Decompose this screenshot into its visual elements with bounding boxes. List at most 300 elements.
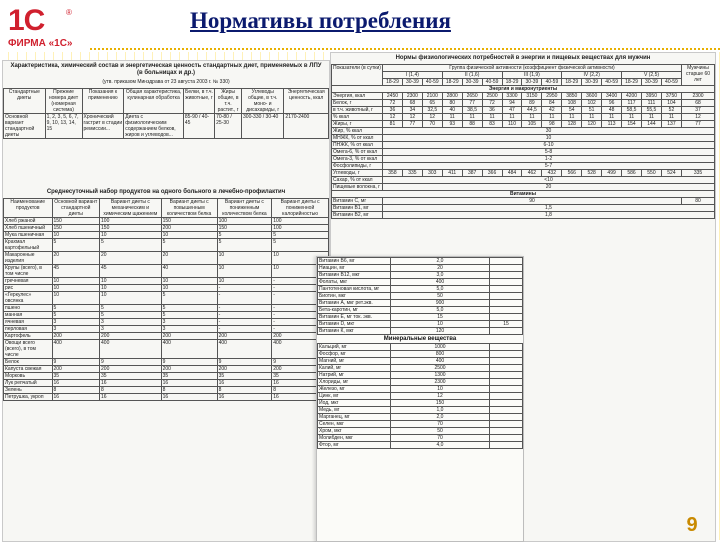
table-row [318, 435, 523, 442]
table-row [4, 366, 329, 373]
row-label: Омега-6, % от ккал [332, 149, 383, 156]
table-row [4, 340, 329, 359]
diet-col-header: Углеводы общие, в т.ч. моно- и дисахариды, г [242, 89, 284, 114]
row-label: МНЖК, % от ккал [332, 135, 383, 142]
table-cell: 400 [52, 340, 100, 359]
table-cell: 20 [391, 265, 490, 272]
table-cell: 20 [383, 184, 715, 191]
row-label: Фтор, мг [318, 442, 391, 449]
row-label: Медь, мг [318, 407, 391, 414]
table-cell: Хронический гастрит в стадии ремиссии... [82, 114, 124, 139]
table-row [4, 373, 329, 380]
table-cell [490, 379, 523, 386]
table-cell: 10 [391, 386, 490, 393]
table-cell: Хлеб ржаной [4, 218, 53, 225]
row-label: Витамин С, мг [332, 198, 383, 205]
table-row [318, 293, 523, 300]
table-row [332, 121, 715, 128]
table-cell: 11 [641, 114, 661, 121]
table-cell: 200 [100, 333, 162, 340]
table-cell: 72 [482, 100, 502, 107]
activity-group-header: V (2,5) [622, 72, 682, 79]
table-row [4, 312, 329, 319]
table-cell: 45 [100, 265, 162, 278]
table-row [332, 163, 715, 170]
row-label: Фосфор, мг [318, 351, 391, 358]
section-row [332, 86, 715, 93]
age-group-header: 30-39 [462, 79, 482, 86]
activity-group-header: IV (2,2) [562, 72, 622, 79]
table-row [318, 328, 523, 335]
table-cell: 36 [383, 107, 403, 114]
table-cell: 58,5 [622, 107, 642, 114]
table-cell: 120 [582, 121, 602, 128]
table-cell: 5 [52, 239, 100, 252]
table-cell: 68 [682, 100, 715, 107]
table-cell: «Геркулес» овсянка [4, 292, 53, 305]
row-label: Витамин В2, мг [332, 212, 383, 219]
table-cell: 3 [52, 319, 100, 326]
row-label: Жир, % ккал [332, 128, 383, 135]
table-cell: 2500 [391, 365, 490, 372]
age-group-header: 30-39 [402, 79, 422, 86]
extra-header: Мужчины старше 60 лет [682, 65, 715, 86]
table-row [318, 365, 523, 372]
table-cell: 10 [383, 135, 715, 142]
set-col-header: Основной вариант стандартной диеты [52, 199, 100, 218]
table-cell: 83 [482, 121, 502, 128]
table-cell: 11 [562, 114, 582, 121]
age-group-header: 30-39 [641, 79, 661, 86]
table-cell: перловая [4, 326, 53, 333]
row-label: Хлориды, мг [318, 379, 391, 386]
table-cell: 5,0 [391, 286, 490, 293]
table-cell: 2170-2400 [284, 114, 329, 139]
table-row [318, 442, 523, 449]
set-heading: Среднесуточный набор продуктов на одного больного в лечебно-профилактич [46, 189, 286, 195]
table-cell: 5-8 [383, 149, 715, 156]
activity-group-header: II (1,6) [442, 72, 502, 79]
table-cell: 77 [402, 121, 422, 128]
table-cell: Петрушка, укроп [4, 394, 53, 401]
table-cell: 40 [161, 265, 217, 278]
table-cell: 8 [217, 387, 272, 394]
table-cell: 900 [391, 300, 490, 307]
table-cell: 2650 [462, 93, 482, 100]
page-number: 9 [686, 514, 698, 536]
table-cell: 16 [100, 394, 162, 401]
table-cell: 81 [383, 121, 403, 128]
table-cell: 96 [602, 100, 622, 107]
table-row [318, 279, 523, 286]
row-label: Фолаты, мкг [318, 279, 391, 286]
row-label: ПНЖК, % от ккал [332, 142, 383, 149]
table-cell: 12 [682, 114, 715, 121]
table-row [4, 394, 329, 401]
table-cell: 5 [217, 239, 272, 252]
table-cell: ячневая [4, 319, 53, 326]
table-cell: 3750 [661, 93, 681, 100]
table-cell: 10 [52, 292, 100, 305]
table-cell: 5 [272, 232, 329, 239]
table-cell: 2100 [422, 93, 442, 100]
product-set-table [3, 198, 329, 401]
table-row [4, 218, 329, 225]
table-row [318, 300, 523, 307]
table-row [318, 372, 523, 379]
row-label: Витамин Е, мг ток. экв. [318, 314, 391, 321]
table-cell: 11 [542, 114, 562, 121]
center-document [316, 256, 524, 542]
table-cell: 35 [161, 373, 217, 380]
table-cell: 5 [272, 239, 329, 252]
table-row [4, 292, 329, 305]
table-row [332, 114, 715, 121]
table-row [332, 212, 715, 219]
row-label: Магний, мг [318, 358, 391, 365]
table-cell: 54 [562, 107, 582, 114]
table-cell: 10 [161, 232, 217, 239]
table-cell: 2500 [482, 93, 502, 100]
table-cell: 120 [391, 328, 490, 335]
table-cell [490, 300, 523, 307]
table-cell: 10 [100, 278, 162, 285]
table-row [318, 351, 523, 358]
table-cell: 499 [602, 170, 622, 177]
table-row [332, 135, 715, 142]
table-cell [490, 358, 523, 365]
age-group-header: 18-29 [622, 79, 642, 86]
table-cell: 5 [52, 312, 100, 319]
table-cell: 100 [100, 218, 162, 225]
logo-firm: ФИРМА «1С» [8, 38, 73, 49]
table-cell: 50 [391, 428, 490, 435]
table-cell: 15 [391, 314, 490, 321]
table-cell: Белок [4, 359, 53, 366]
table-cell: 150 [217, 225, 272, 232]
row-label: % ккал [332, 114, 383, 121]
table-cell [490, 421, 523, 428]
table-cell: - [217, 319, 272, 326]
table-cell: 77 [462, 100, 482, 107]
age-group-header: 40-59 [602, 79, 622, 86]
row-label: Железо, мг [318, 386, 391, 393]
table-cell: 10 [272, 265, 329, 278]
row-label: Углеводы, г [332, 170, 383, 177]
table-row [318, 400, 523, 407]
table-cell: 200 [161, 225, 217, 232]
table-cell: 150 [391, 400, 490, 407]
table-cell: 9 [52, 359, 100, 366]
table-cell: 462 [522, 170, 542, 177]
table-cell: 10 [391, 321, 490, 328]
table-row [318, 379, 523, 386]
table-cell: 11 [622, 114, 642, 121]
table-cell: 3150 [522, 93, 542, 100]
table-cell: 366 [482, 170, 502, 177]
table-cell: 3,0 [391, 272, 490, 279]
table-cell: 1300 [391, 372, 490, 379]
energy-section-label: Энергия и макронутриенты [332, 86, 715, 93]
table-cell: 55,5 [641, 107, 661, 114]
row-label: Молибден, мкг [318, 435, 391, 442]
norms-table [331, 64, 715, 219]
table-cell [490, 435, 523, 442]
table-cell: гречневая [4, 278, 53, 285]
table-cell: 1000 [391, 344, 490, 351]
table-cell: 35 [217, 373, 272, 380]
table-cell: 48 [602, 107, 622, 114]
indicators-label: Показатели (в сутки) [332, 65, 383, 86]
table-cell: 93 [442, 121, 462, 128]
table-cell: 200 [161, 366, 217, 373]
age-group-header: 18-29 [383, 79, 403, 86]
diet-col-header: Общая характеристика, кулинарная обработка [124, 89, 184, 114]
table-cell: 303 [422, 170, 442, 177]
row-label: Энергия, ккал [332, 93, 383, 100]
table-cell: 111 [641, 100, 661, 107]
table-row [4, 114, 329, 139]
table-cell: 5 [52, 305, 100, 312]
table-cell: 200 [217, 366, 272, 373]
table-cell: 12 [391, 393, 490, 400]
table-cell: 80 [442, 100, 462, 107]
table-row [318, 344, 523, 351]
table-cell: 400 [391, 358, 490, 365]
table-row [4, 387, 329, 394]
table-cell: 8 [100, 387, 162, 394]
table-cell: 5 [100, 239, 162, 252]
table-row [4, 333, 329, 340]
table-cell: Основной вариант стандартной диеты [4, 114, 46, 139]
row-label: Витамин А, мкг рет.экв. [318, 300, 391, 307]
table-cell: 42 [542, 107, 562, 114]
table-cell: манная [4, 312, 53, 319]
vitamins-section-label: Витамины [332, 191, 715, 198]
row-label: Марганец, мг [318, 414, 391, 421]
table-cell: 6-10 [383, 142, 715, 149]
table-row [4, 239, 329, 252]
table-cell: 16 [272, 380, 329, 387]
table-cell: 200 [272, 333, 329, 340]
table-row [332, 93, 715, 100]
table-cell: 2300 [682, 93, 715, 100]
table-cell: 200 [52, 333, 100, 340]
table-cell: 20 [100, 252, 162, 265]
row-label: Калий, мг [318, 365, 391, 372]
table-cell: Морковь [4, 373, 53, 380]
row-label: Селен, мкг [318, 421, 391, 428]
table-row [318, 265, 523, 272]
table-cell: 90 [383, 198, 682, 205]
table-cell: 1-2 [383, 156, 715, 163]
table-row [318, 314, 523, 321]
table-cell: 400 [161, 340, 217, 359]
table-cell: Хлеб пшеничный [4, 225, 53, 232]
left-document [2, 60, 330, 542]
row-label: Кальций, мг [318, 344, 391, 351]
table-cell [490, 442, 523, 449]
table-cell: 10 [161, 285, 217, 292]
table-row [332, 205, 715, 212]
left-doc-heading: Характеристика, химический состав и энергетическая ценность стандартных диет, применяемых в ЛПУ (в больницах и др.) [10, 63, 322, 76]
table-cell: Крахмал картофельный [4, 239, 53, 252]
diet-table [3, 88, 329, 139]
table-cell: рис [4, 285, 53, 292]
row-label: Пищевые волокна, г [332, 184, 383, 191]
table-cell [490, 286, 523, 293]
table-cell: 586 [622, 170, 642, 177]
row-label: Цинк, мг [318, 393, 391, 400]
set-col-header: Вариант диеты с пониженной калорийностью [272, 199, 329, 218]
table-cell: 5 [100, 312, 162, 319]
table-cell: 110 [502, 121, 522, 128]
title-divider [90, 48, 720, 50]
table-cell: Крупы (всего), в том числе [4, 265, 53, 278]
table-cell [490, 258, 523, 265]
set-col-header: Вариант диеты с повышенным количеством белка [161, 199, 217, 218]
table-cell: 88 [462, 121, 482, 128]
table-cell [490, 400, 523, 407]
row-label: Бета-каротин, мг [318, 307, 391, 314]
table-cell: Зелень [4, 387, 53, 394]
table-cell: 10 [52, 278, 100, 285]
row-label: Витамин D, мкг [318, 321, 391, 328]
table-cell: - [217, 326, 272, 333]
table-row [318, 386, 523, 393]
table-cell: - [217, 285, 272, 292]
table-cell: 400 [391, 279, 490, 286]
age-group-header: 30-39 [582, 79, 602, 86]
row-label: Витамин К, мкг [318, 328, 391, 335]
table-cell: 102 [582, 100, 602, 107]
table-cell: 9 [161, 359, 217, 366]
table-cell: 200 [217, 333, 272, 340]
table-cell: - [272, 326, 329, 333]
table-cell: 10 [52, 285, 100, 292]
table-cell: Макаронные изделия [4, 252, 53, 265]
table-cell: 2300 [402, 93, 422, 100]
row-label: Жиры, г [332, 121, 383, 128]
table-cell: Овощи всего (всего), в том числе [4, 340, 53, 359]
table-cell: 80 [682, 198, 715, 205]
table-cell: 52 [661, 107, 681, 114]
table-cell: 1,5 [383, 205, 715, 212]
table-cell: 154 [622, 121, 642, 128]
age-group-header: 18-29 [442, 79, 462, 86]
table-row [4, 380, 329, 387]
table-cell: 484 [502, 170, 522, 177]
table-cell: 70 [391, 421, 490, 428]
table-cell: 3400 [602, 93, 622, 100]
table-cell: 16 [161, 380, 217, 387]
table-cell [490, 351, 523, 358]
table-cell: 3600 [582, 93, 602, 100]
left-doc-heading-sub: (утв. приказом Минздрава от 23 августа 2003 г. № 330) [102, 79, 230, 85]
table-cell: 200 [272, 366, 329, 373]
table-cell: 16 [100, 380, 162, 387]
table-cell: 40 [442, 107, 462, 114]
row-label: Фосфолипиды, г [332, 163, 383, 170]
table-row [318, 421, 523, 428]
table-cell: 10 [161, 278, 217, 285]
table-row [318, 272, 523, 279]
table-cell: 335 [682, 170, 715, 177]
table-cell: 12 [422, 114, 442, 121]
table-cell: 1, 2, 3, 5, 6, 7, 9, 10, 13, 14, 15 [45, 114, 82, 139]
table-cell: 8 [272, 387, 329, 394]
table-cell: Картофель [4, 333, 53, 340]
table-cell: 16 [272, 394, 329, 401]
table-cell: 200 [100, 366, 162, 373]
vitamins-table [317, 257, 523, 335]
table-cell: 2,0 [391, 414, 490, 421]
slide-header [0, 0, 720, 50]
table-cell: 2450 [383, 93, 403, 100]
table-cell: 94 [502, 100, 522, 107]
row-label: Пантотеновая кислота, мг [318, 286, 391, 293]
diet-col-header: Стандартные диеты [4, 89, 46, 114]
table-cell: 3300 [502, 93, 522, 100]
set-col-header: Вариант диеты с пониженным количеством белка [217, 199, 272, 218]
table-cell: 72 [383, 100, 403, 107]
table-cell: 105 [522, 121, 542, 128]
table-cell: 30 [383, 128, 715, 135]
table-row [4, 232, 329, 239]
table-cell: 100 [217, 218, 272, 225]
table-cell: 400 [217, 340, 272, 359]
table-cell: - [217, 292, 272, 305]
row-label: Омега-3, % от ккал [332, 156, 383, 163]
table-cell: 37 [682, 107, 715, 114]
table-row [4, 252, 329, 265]
table-cell: 10 [217, 252, 272, 265]
table-row [332, 156, 715, 163]
row-label: Йод, мкг [318, 400, 391, 407]
table-cell: 5 [161, 292, 217, 305]
table-cell: - [217, 305, 272, 312]
right-doc-heading: Нормы физиологических потребностей в энергии и пищевых веществах для мужчин [395, 55, 651, 61]
table-cell: 400 [272, 340, 329, 359]
table-cell: 11 [602, 114, 622, 121]
table-cell: 3950 [641, 93, 661, 100]
table-row [318, 258, 523, 265]
activity-group-header: I (1,4) [383, 72, 443, 79]
table-cell: 20 [161, 252, 217, 265]
table-cell: 16 [217, 380, 272, 387]
table-row [332, 100, 715, 107]
table-cell: 358 [383, 170, 403, 177]
table-cell: 3 [100, 319, 162, 326]
table-cell: 35 [272, 373, 329, 380]
table-row [332, 184, 715, 191]
table-cell: 1,8 [383, 212, 715, 219]
table-cell: 108 [562, 100, 582, 107]
table-cell: 5,0 [391, 307, 490, 314]
diet-table-spacer [3, 139, 329, 187]
table-cell: - [217, 312, 272, 319]
table-row [332, 198, 715, 205]
table-cell: - [272, 285, 329, 292]
table-cell: 9 [100, 359, 162, 366]
logo-mark: 1С [8, 4, 45, 37]
table-cell: 10 [217, 278, 272, 285]
row-label: Витамин В6, мг [318, 258, 391, 265]
table-cell: 16 [52, 380, 100, 387]
diet-col-header: Энергетическая ценность, ккал [284, 89, 329, 114]
table-cell: 70 [391, 435, 490, 442]
table-cell: 200 [161, 333, 217, 340]
